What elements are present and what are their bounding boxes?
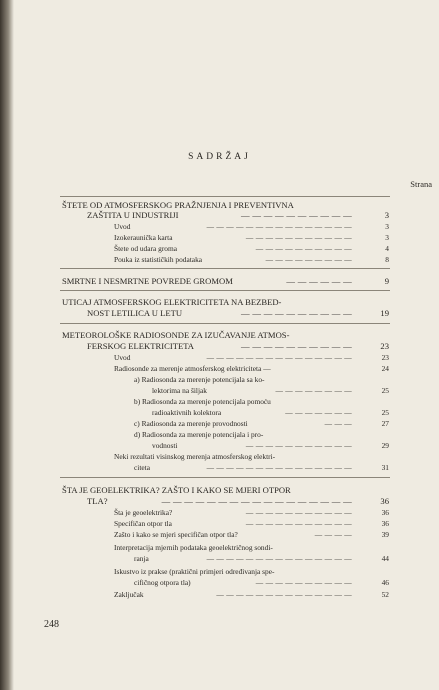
toc-entry[interactable] <box>114 518 352 529</box>
toc-leader-dashes: — — — — — — — — — — — — — — — <box>206 463 352 472</box>
toc-page-number: 23 <box>381 353 389 362</box>
toc-entry[interactable] <box>114 451 352 462</box>
toc-entry[interactable] <box>114 363 352 374</box>
toc-entry-title: Radiosonde za merenje atmosferskog elektriciteta — <box>114 364 271 373</box>
toc-entry-title: FERSKOG ELEKTRICITETA <box>87 341 194 351</box>
toc-entry[interactable] <box>134 418 352 429</box>
toc-entry-title: Zaključak <box>114 590 144 599</box>
toc-entry-title: Neki rezultati visinskog merenja atmosferskog elektri- <box>114 452 276 461</box>
toc-page-number: 25 <box>381 408 389 417</box>
toc-entry[interactable] <box>114 254 352 265</box>
toc-entry-title: ZAŠTITA U INDUSTRIJI <box>87 210 179 220</box>
toc-entry-title: Štete od udara groma <box>114 244 178 253</box>
toc-page-number: 27 <box>381 419 389 428</box>
toc-page-number: 52 <box>381 590 389 599</box>
toc-leader-dashes: — — — — — — — — — — — <box>245 441 352 450</box>
toc-entry-title: Interpretacija mjernih podataka geoelektričnog sondi- <box>114 543 273 552</box>
toc-entry-title: a) Radiosonda za merenje potencijala sa ko- <box>134 375 265 384</box>
toc-leader-dashes: — — — <box>324 419 352 428</box>
toc-entry[interactable] <box>134 462 352 473</box>
toc-entry-title: NOST LETILICA U LETU <box>87 308 183 318</box>
toc-entry-title: METEOROLOŠKE RADIOSONDE ZA IZUČAVANJE ATMOS- <box>62 330 290 340</box>
toc-entry[interactable] <box>87 210 352 221</box>
toc-page-number: 36 <box>381 508 389 517</box>
toc-entry[interactable] <box>62 276 352 287</box>
section-divider <box>60 477 390 478</box>
toc-entry[interactable] <box>134 429 352 440</box>
toc-entry[interactable] <box>114 529 352 540</box>
toc-page-number: 8 <box>385 255 389 264</box>
toc-entry[interactable] <box>114 232 352 243</box>
section-divider <box>60 196 390 197</box>
toc-entry-title: c) Radiosonda za merenje provodnosti <box>134 419 248 428</box>
toc-page-number: 25 <box>381 386 389 395</box>
toc-leader-dashes: — — — — — — — — — — <box>255 244 352 253</box>
toc-page-number: 19 <box>380 308 389 318</box>
toc-entry[interactable] <box>152 440 352 451</box>
toc-page-number: 3 <box>384 210 389 220</box>
toc-page-number: 4 <box>385 244 389 253</box>
toc-entry-title: Uvod <box>114 222 131 231</box>
toc-page-number: 46 <box>381 578 389 587</box>
toc-entry[interactable] <box>62 330 352 341</box>
toc-entry-title: cifičnog otpora tla) <box>134 578 191 587</box>
toc-page-number: 44 <box>381 554 389 563</box>
toc-entry[interactable] <box>134 577 352 588</box>
toc-leader-dashes: — — — — — — — — — — <box>241 341 352 351</box>
toc-page-number: 31 <box>381 463 389 472</box>
toc-page-number: 39 <box>381 530 389 539</box>
toc-leader-dashes: — — — — — — — — — — — — — — — <box>206 222 352 231</box>
section-divider <box>60 268 390 269</box>
toc-leader-dashes: — — — — <box>314 530 352 539</box>
toc-leader-dashes: — — — — — — — <box>285 408 352 417</box>
toc-page-number: 24 <box>381 364 389 373</box>
page-number: 248 <box>44 619 59 630</box>
page-binding-shadow <box>0 0 14 690</box>
toc-entry-title: ranja <box>134 554 149 563</box>
page-column-header: Strana <box>410 179 432 189</box>
toc-leader-dashes: — — — — — — — — — — — <box>245 519 352 528</box>
toc-leader-dashes: — — — — — — — — — — — — — — — <box>206 554 352 563</box>
toc-entry-title: Zašto i kako se mjeri specifičan otpor tla? <box>114 530 238 539</box>
toc-page-number: 36 <box>381 519 389 528</box>
toc-entry[interactable] <box>62 297 352 308</box>
toc-leader-dashes: — — — — — — — — — — <box>255 578 352 587</box>
section-divider <box>60 290 390 291</box>
toc-entry[interactable] <box>87 496 352 507</box>
toc-leader-dashes: — — — — — — — — — — — — — — <box>216 590 352 599</box>
toc-page-number: 36 <box>380 496 389 506</box>
toc-page-number: 23 <box>380 341 389 351</box>
toc-entry-title: Izokeraunička karta <box>114 233 173 242</box>
toc-entry[interactable] <box>62 485 352 496</box>
toc-leader-dashes: — — — — — — — — — <box>265 255 352 264</box>
toc-entry-title: TLA? <box>87 496 108 506</box>
toc-page-number: 3 <box>385 222 389 231</box>
toc-entry-title: Uvod <box>114 353 131 362</box>
toc-entry-title: Specifičan otpor tla <box>114 519 172 528</box>
toc-entry[interactable] <box>114 542 352 553</box>
toc-leader-dashes: — — — — — — — — — — <box>241 308 352 318</box>
toc-page-number: 9 <box>384 276 389 286</box>
toc-entry[interactable] <box>87 341 352 352</box>
toc-entry-title: Šta je geoelektrika? <box>114 508 173 517</box>
toc-leader-dashes: — — — — — — — — — — <box>241 210 352 220</box>
toc-entry-title: ŠTETE OD ATMOSFERSKOG PRAŽNJENJA I PREVENTIVNA <box>62 200 294 210</box>
toc-entry-title: ŠTA JE GEOELEKTRIKA? ZAŠTO I KAKO SE MJERI OTPOR <box>62 485 291 495</box>
toc-page-number: 3 <box>385 233 389 242</box>
toc-entry-title: UTICAJ ATMOSFERSKOG ELEKTRICITETA NA BEZBED- <box>62 297 282 307</box>
toc-entry[interactable] <box>134 553 352 564</box>
toc-page-number: 29 <box>381 441 389 450</box>
toc-leader-dashes: — — — — — — — — — — — <box>245 508 352 517</box>
toc-entry[interactable] <box>134 396 352 407</box>
toc-entry[interactable] <box>114 352 352 363</box>
toc-entry-title: lektorima na šiljak <box>152 386 208 395</box>
toc-entry-title: d) Radiosonda za merenje potencijala i pro- <box>134 430 264 439</box>
toc-entry[interactable] <box>87 308 352 319</box>
toc-entry-title: Pouka iz statističkih podataka <box>114 255 203 264</box>
contents-title: SADRŽAJ <box>188 152 251 162</box>
toc-leader-dashes: — — — — — — <box>286 276 352 286</box>
toc-entry-title: vodnosti <box>152 441 178 450</box>
toc-leader-dashes: — — — — — — — — — — — — — — — <box>206 353 352 362</box>
toc-entry[interactable] <box>114 589 352 600</box>
toc-leader-dashes: — — — — — — — — — — — <box>245 233 352 242</box>
toc-entry-title: citeta <box>134 463 151 472</box>
toc-entry[interactable] <box>114 243 352 254</box>
toc-entry[interactable] <box>134 374 352 385</box>
section-divider <box>60 323 390 324</box>
toc-entry-title: Iskustvo iz prakse (praktični primjeri određivanja spe- <box>114 567 275 576</box>
toc-entry[interactable] <box>114 221 352 232</box>
toc-entry[interactable] <box>152 407 352 418</box>
toc-leader-dashes: — — — — — — — — — — — — — — — — — <box>161 496 352 506</box>
toc-leader-dashes: — — — — — — — — <box>275 386 352 395</box>
toc-entry-title: radioaktivnih kolektora <box>152 408 222 417</box>
toc-entry[interactable] <box>114 566 352 577</box>
toc-entry-title: SMRTNE I NESMRTNE POVREDE GROMOM <box>62 276 233 286</box>
toc-entry[interactable] <box>114 507 352 518</box>
toc-entry-title: b) Radiosonda za merenje potencijala pomoću <box>134 397 271 406</box>
toc-entry[interactable] <box>152 385 352 396</box>
